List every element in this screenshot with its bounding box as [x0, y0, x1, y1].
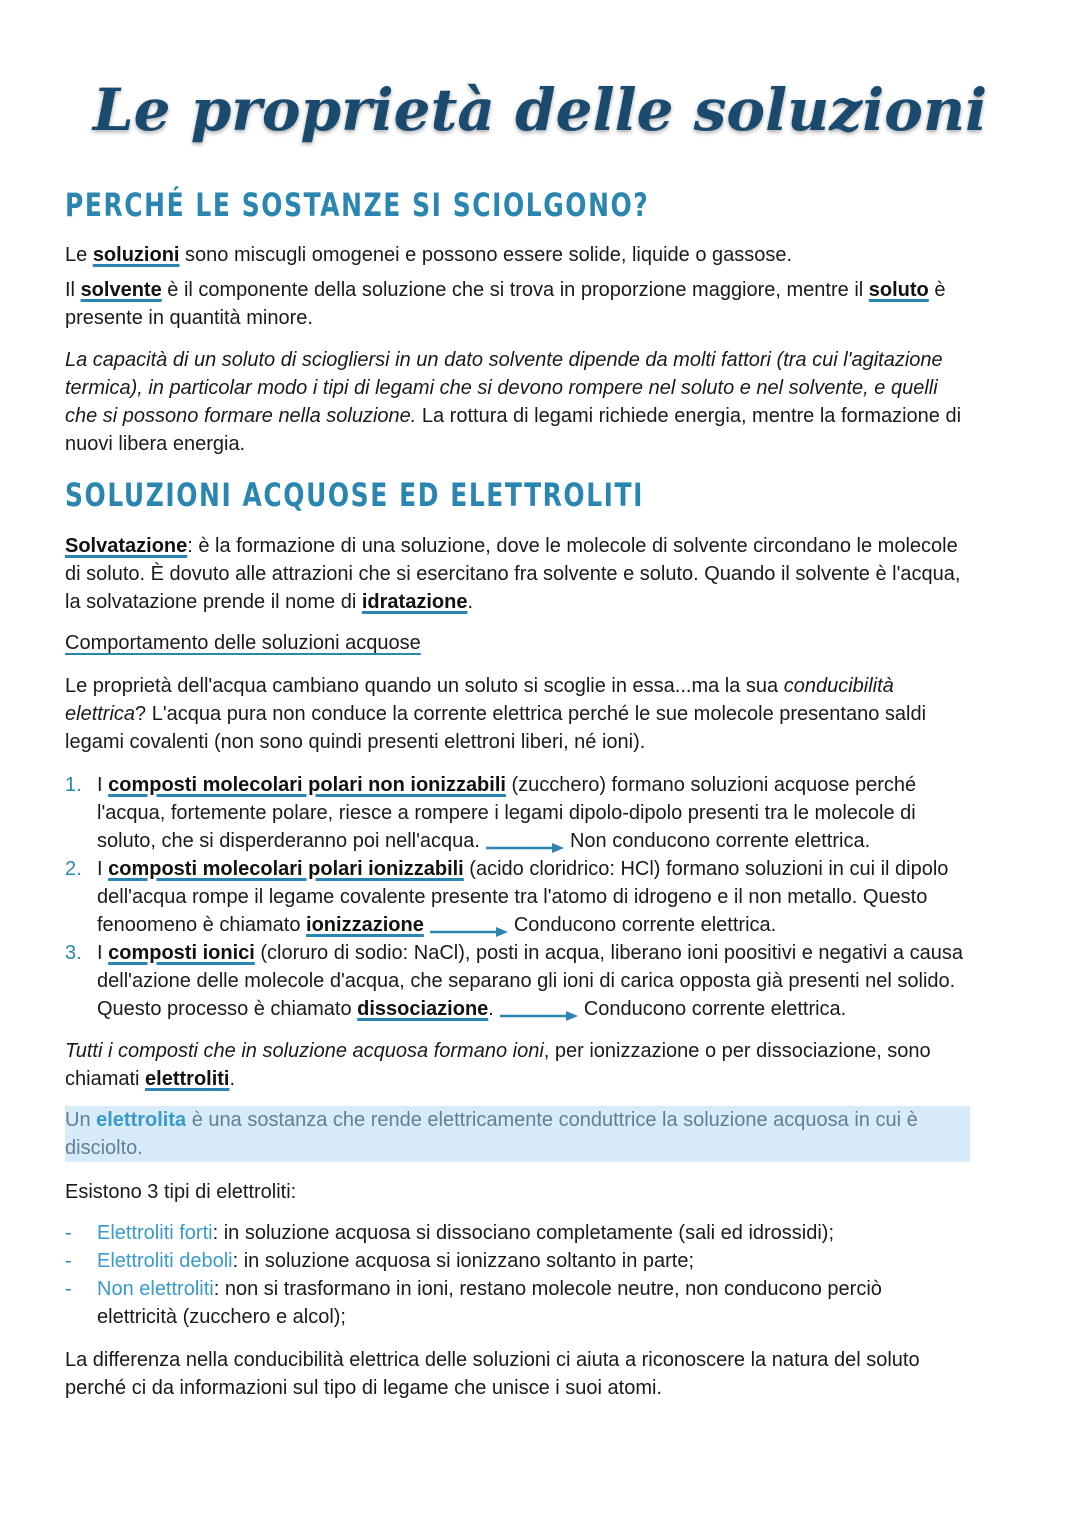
- highlighted-term: ionizzazione: [306, 914, 424, 936]
- text-segment: .: [467, 591, 473, 613]
- list-item: [65, 1219, 1025, 1247]
- text-segment: I: [97, 942, 109, 964]
- text-segment: : in soluzione acquosa si dissociano completamente (sali ed idrossidi);: [212, 1222, 835, 1244]
- arrow-icon: [486, 835, 564, 849]
- highlighted-term: composti molecolari polari ionizzabili: [108, 858, 464, 880]
- highlighted-term: Elettroliti deboli: [97, 1250, 233, 1272]
- list-number: 3.: [65, 942, 82, 964]
- list-item: [65, 1247, 1025, 1275]
- paragraph-solvent: [65, 276, 1025, 332]
- text-segment: .: [488, 998, 494, 1020]
- text-segment: : in soluzione acquosa si ionizzano soltanto in parte;: [232, 1250, 695, 1272]
- arrow-icon: [430, 919, 508, 933]
- text-segment: (zucchero) formano soluzioni acquose perché l'acqua, fortemente polare, riesce a rompere i legami dipolo-dipolo presenti tra le molecole di soluto, che si disperderanno poi nell'acqua.: [97, 774, 917, 852]
- list-item: [65, 771, 1025, 855]
- text-segment: Conducono corrente elettrica.: [583, 998, 847, 1020]
- text-segment: Un: [65, 1109, 97, 1131]
- text-segment: Non conducono corrente elettrica.: [569, 830, 871, 852]
- list-number: 1.: [65, 774, 82, 796]
- numbered-list-compounds: [65, 771, 1025, 1023]
- list-item: [65, 1275, 1025, 1331]
- text-segment: (cloruro di sodio: NaCl), posti in acqua, liberano ioni poositivi e negativi a causa dell'azione delle molecole d'acqua, che separano gli ioni di carica opposta già presenti nel solido. Questo processo è chiamato: [97, 942, 963, 1020]
- text-segment: è presente in quantità minore.: [65, 279, 946, 329]
- text-segment: (acido cloridrico: HCl) formano soluzioni in cui il dipolo dell'acqua rompe il legame covalente presente tra l'atomo di idrogeno e il non metallo. Questo fenoomeno è chiamato: [97, 858, 949, 936]
- highlight-definition: [65, 1106, 970, 1162]
- text-segment: Le proprietà dell'acqua cambiano quando un soluto si scoglie in essa...ma la sua: [65, 675, 784, 697]
- italic-text: conducibilità elettrica: [65, 675, 894, 725]
- highlighted-term: elettroliti: [145, 1068, 230, 1090]
- paragraph-conductivity: [65, 672, 1025, 756]
- highlighted-term: Elettroliti forti: [97, 1222, 213, 1244]
- highlighted-term: soluto: [868, 279, 929, 301]
- text-segment: .: [229, 1068, 236, 1090]
- text-segment: : non si trasformano in ioni, restano molecole neutre, non conducono perciò elettricità (zucchero e alcol);: [97, 1278, 882, 1328]
- text-segment: , per ionizzazione o per dissociazione, sono chiamati: [65, 1040, 931, 1090]
- highlighted-term: soluzioni: [92, 244, 180, 266]
- list-dash: -: [65, 1278, 72, 1300]
- list-dash: -: [65, 1250, 72, 1272]
- heading-why-dissolve: PERCHÉ LE SOSTANZE SI SCIOLGONO?: [65, 186, 650, 224]
- bullet-list-electrolyte-types: [65, 1219, 1025, 1331]
- text-segment: : è la formazione di una soluzione, dove le molecole di solvente circondano le molecole di soluto. È dovuto alle attrazioni che si esercitano fra solvente e soluto. Quando il solvente è l'acqua, la solvatazione prende il nome di: [65, 535, 961, 613]
- subheading-behaviour: [65, 629, 1025, 657]
- text-segment: Il: [65, 279, 81, 301]
- paragraph-solutions: [65, 241, 1025, 269]
- highlighted-term: composti molecolari polari non ionizzabili: [108, 774, 506, 796]
- list-item: [65, 939, 1025, 1023]
- highlighted-term: idratazione: [361, 591, 468, 613]
- highlighted-term: Solvatazione: [65, 535, 188, 557]
- list-number: 2.: [65, 858, 82, 880]
- page-title: Le proprietà delle soluzioni: [92, 76, 988, 144]
- text-segment: I: [97, 774, 109, 796]
- text-segment: Conducono corrente elettrica.: [513, 914, 777, 936]
- text-segment: Le: [65, 244, 93, 266]
- text-segment: è una sostanza che rende elettricamente conduttrice la soluzione acquosa in cui è disciolto.: [65, 1109, 918, 1159]
- text-segment: La differenza nella conducibilità elettrica delle soluzioni ci aiuta a riconoscere la natura del soluto perché ci da informazioni sul tipo di legame che unisce i suoi atomi.: [65, 1349, 920, 1399]
- list-item: [65, 855, 1025, 939]
- highlighted-term: composti ionici: [108, 942, 255, 964]
- text-segment: sono miscugli omogenei e possono essere solide, liquide o gassose.: [179, 244, 793, 266]
- highlighted-term: elettrolita: [96, 1109, 187, 1131]
- text-segment: La rottura di legami richiede energia, mentre la formazione di nuovi libera energia.: [65, 405, 962, 455]
- heading-aqueous-solutions: SOLUZIONI ACQUOSE ED ELETTROLITI: [65, 476, 644, 514]
- italic-text: Tutti i composti che in soluzione acquosa formano ioni: [65, 1040, 544, 1062]
- text-segment: Esistono 3 tipi di elettroliti:: [65, 1181, 297, 1203]
- text-segment: ? L'acqua pura non conduce la corrente elettrica perché le sue molecole presentano saldi legami covalenti (non sono quindi presenti elettroni liberi, né ioni).: [65, 703, 927, 753]
- text-segment: I: [97, 858, 109, 880]
- paragraph-types-intro: [65, 1178, 1025, 1206]
- paragraph-conclusion: [65, 1346, 1025, 1402]
- highlighted-term: dissociazione: [357, 998, 489, 1020]
- paragraph-solvation: [65, 532, 1025, 616]
- arrow-icon: [500, 1003, 578, 1017]
- text-segment: è il componente della soluzione che si trova in proporzione maggiore, mentre il: [161, 279, 869, 301]
- list-dash: -: [65, 1222, 72, 1244]
- paragraph-solubility: [65, 346, 1025, 458]
- highlighted-term: solvente: [80, 279, 162, 301]
- highlighted-term: Non elettroliti: [97, 1278, 214, 1300]
- highlighted-term: Comportamento delle soluzioni acquose: [65, 632, 421, 654]
- paragraph-electrolytes: [65, 1037, 1025, 1093]
- italic-text: La capacità di un soluto di sciogliersi in un dato solvente dipende da molti fattori (tra cui l'agitazione termica), in particolar modo i tipi di legami che si devono rompere nel soluto e nel solvente, e quelli che si possono formare nella soluzione.: [65, 349, 943, 427]
